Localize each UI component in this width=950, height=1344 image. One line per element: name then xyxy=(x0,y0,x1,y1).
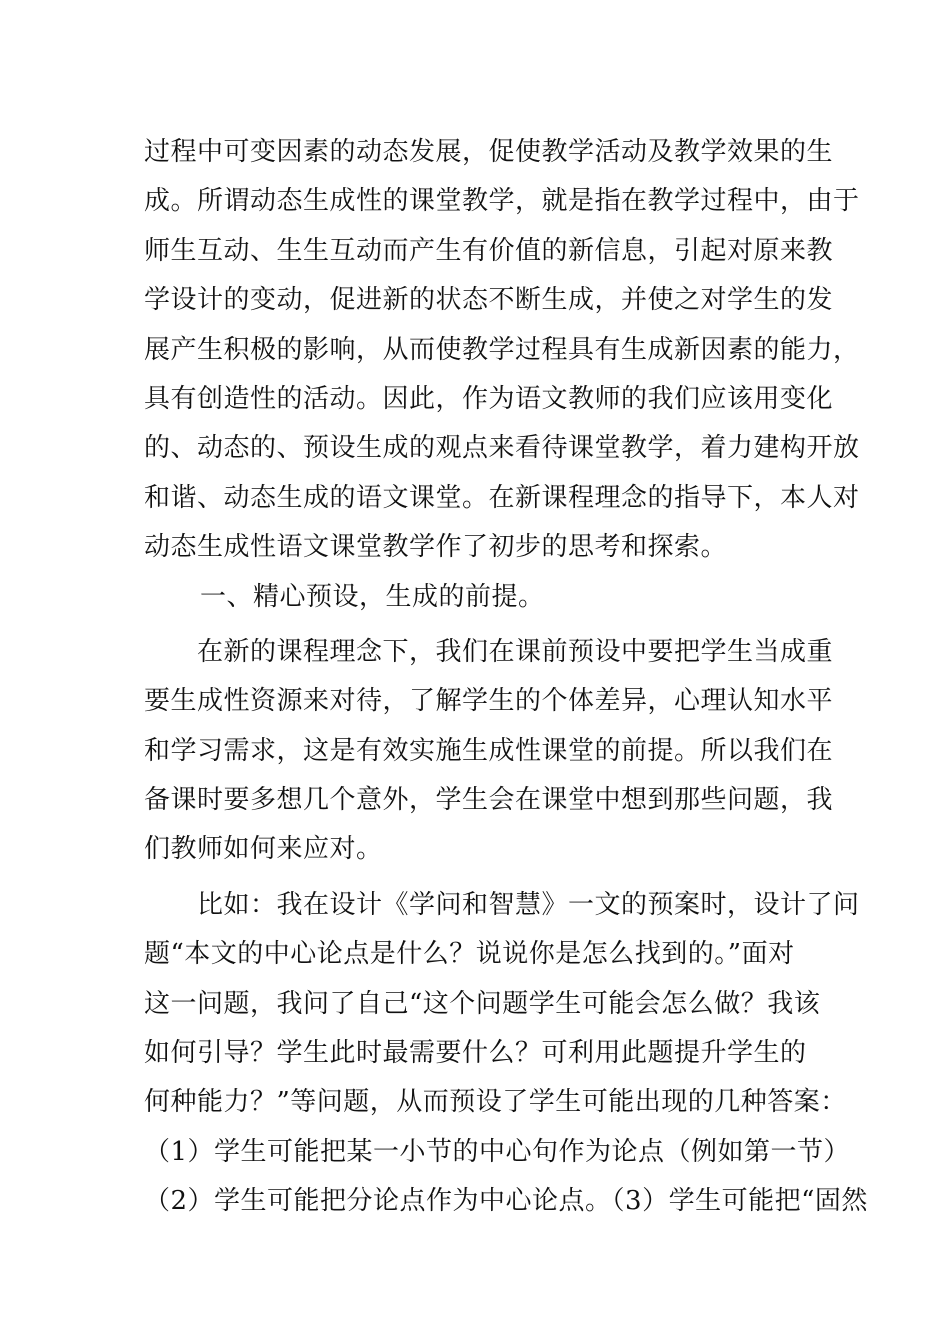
paragraph-2 xyxy=(144,628,834,875)
document-body xyxy=(144,128,868,1227)
text-line: 备课时要多想几个意外，学生会在课堂中想到那些问题，我 xyxy=(144,785,834,816)
paragraph-intro xyxy=(144,128,860,573)
text-line: 要生成性资源来对待，了解学生的个体差异，心理认知水平 xyxy=(144,686,834,717)
text-line: 展产生积极的影响，从而使教学过程具有生成新因素的能力， xyxy=(144,334,860,365)
text-line: 和谐、动态生成的语文课堂。在新课程理念的指导下，本人对 xyxy=(144,482,860,513)
text-line: 比如：我在设计《学问和智慧》一文的预案时，设计了问 xyxy=(197,889,860,920)
text-line: 成。所谓动态生成性的课堂教学，就是指在教学过程中，由于 xyxy=(144,186,860,217)
text-line: 这一问题，我问了自己“这个问题学生可能会怎么做？我该 xyxy=(144,988,821,1019)
text-line: 在新的课程理念下，我们在课前预设中要把学生当成重 xyxy=(197,636,834,667)
section-heading xyxy=(144,573,814,622)
text-line: 师生互动、生生互动而产生有价值的新信息，引起对原来教 xyxy=(144,235,834,266)
text-line: 具有创造性的活动。因此，作为语文教师的我们应该用变化 xyxy=(144,383,834,414)
heading-line: 一、精心预设，生成的前提。 xyxy=(200,581,545,612)
text-line: 的、动态的、预设生成的观点来看待课堂教学，着力建构开放 xyxy=(144,433,860,464)
text-line: 们教师如何来应对。 xyxy=(144,834,383,865)
text-line: （1）学生可能把某一小节的中心句作为论点（例如第一节） xyxy=(144,1136,851,1167)
text-line: 学设计的变动，促进新的状态不断生成，并使之对学生的发 xyxy=(144,285,834,316)
text-line: （2）学生可能把分论点作为中心论点。（3）学生可能把“固然 xyxy=(144,1186,868,1217)
paragraph-3 xyxy=(144,881,868,1227)
text-line: 如何引导？学生此时最需要什么？可利用此题提升学生的 xyxy=(144,1038,807,1069)
text-line: 题“本文的中心论点是什么？说说你是怎么找到的。”面对 xyxy=(144,939,795,970)
text-line: 动态生成性语文课堂教学作了初步的思考和探索。 xyxy=(144,532,728,563)
text-line: 过程中可变因素的动态发展，促使教学活动及教学效果的生 xyxy=(144,137,834,167)
text-line: 何种能力？”等问题，从而预设了学生可能出现的几种答案： xyxy=(144,1087,847,1118)
text-line: 和学习需求，这是有效实施生成性课堂的前提。所以我们在 xyxy=(144,735,834,766)
